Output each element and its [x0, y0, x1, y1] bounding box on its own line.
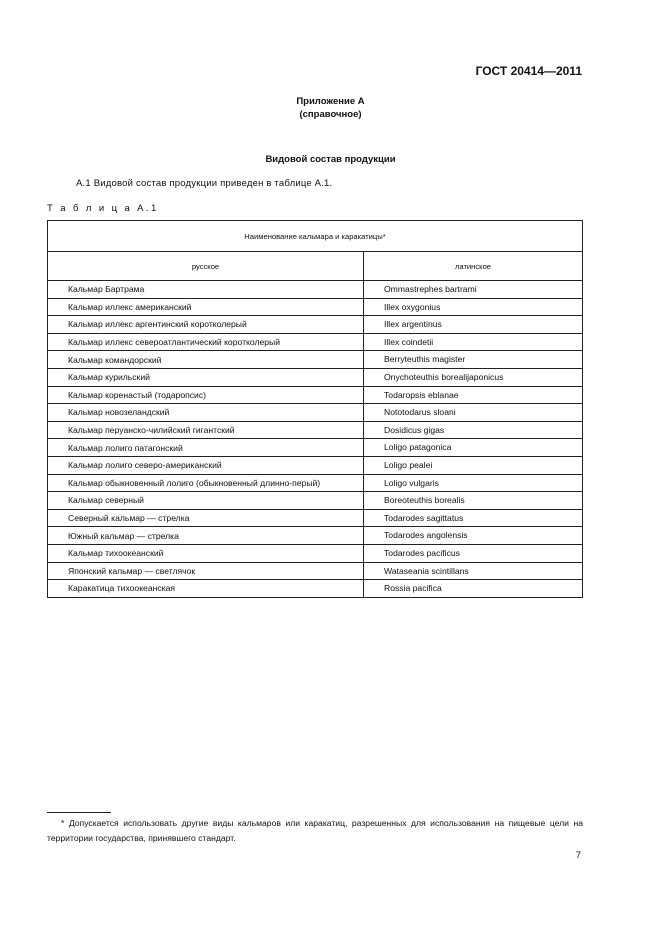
page-number: 7 — [575, 850, 581, 861]
cell-latin-name: Todarodes pacificus — [364, 544, 583, 562]
table-row — [48, 509, 583, 527]
table-row — [48, 580, 583, 598]
column-header-russian: русское — [48, 252, 364, 281]
cell-latin-name: Loligo patagonica — [364, 439, 583, 457]
table-row — [48, 527, 583, 545]
cell-russian-name: Кальмар лолиго северо-американский — [48, 456, 364, 474]
table-row — [48, 421, 583, 439]
cell-russian-name: Японский кальмар — светлячок — [48, 562, 364, 580]
table-row — [48, 316, 583, 334]
table-row — [48, 474, 583, 492]
table-row — [48, 456, 583, 474]
cell-latin-name: Illex argentinus — [364, 316, 583, 334]
table-row — [48, 351, 583, 369]
cell-latin-name: Todaropsis eblanae — [364, 386, 583, 404]
table-header: Наименование кальмара и каракатицы* — [48, 221, 583, 252]
species-table — [47, 220, 583, 598]
cell-russian-name: Северный кальмар — стрелка — [48, 509, 364, 527]
cell-russian-name: Кальмар лолиго патагонский — [48, 439, 364, 457]
cell-russian-name: Кальмар курильский — [48, 368, 364, 386]
table-row — [48, 544, 583, 562]
cell-latin-name: Loligo vulgaris — [364, 474, 583, 492]
table-row — [48, 439, 583, 457]
cell-latin-name: Onychoteuthis borealijaponicus — [364, 368, 583, 386]
appendix-title: Приложение А — [296, 96, 365, 107]
cell-latin-name: Wataseania scintillans — [364, 562, 583, 580]
cell-latin-name: Illex coindetii — [364, 333, 583, 351]
cell-latin-name: Dosidicus gigas — [364, 421, 583, 439]
cell-latin-name: Berryteuthis magister — [364, 351, 583, 369]
cell-russian-name: Кальмар северный — [48, 492, 364, 510]
cell-russian-name: Кальмар Бартрама — [48, 281, 364, 299]
cell-latin-name: Nototodarus sloani — [364, 404, 583, 422]
cell-russian-name: Южный кальмар — стрелка — [48, 527, 364, 545]
cell-latin-name: Ommastrephes bartrami — [364, 281, 583, 299]
cell-latin-name: Todarodes sagittatus — [364, 509, 583, 527]
cell-russian-name: Кальмар командорский — [48, 351, 364, 369]
cell-russian-name: Кальмар иллекс аргентинский коротколерый — [48, 316, 364, 334]
table-caption: Т а б л и ц а А.1 — [47, 203, 159, 214]
cell-latin-name: Illex oxygonius — [364, 298, 583, 316]
cell-russian-name: Кальмар иллекс американский — [48, 298, 364, 316]
intro-paragraph: А.1 Видовой состав продукции приведен в таблице А.1. — [76, 178, 333, 189]
table-body — [48, 281, 583, 598]
table-row — [48, 281, 583, 299]
table-row — [48, 386, 583, 404]
cell-latin-name: Rossia pacifica — [364, 580, 583, 598]
cell-russian-name: Каракатица тихоокеанская — [48, 580, 364, 598]
table-row — [48, 562, 583, 580]
table-row — [48, 333, 583, 351]
column-header-latin: латинское — [364, 252, 583, 281]
cell-latin-name: Boreoteuthis borealis — [364, 492, 583, 510]
cell-russian-name: Кальмар иллекс североатлантический коротколерый — [48, 333, 364, 351]
appendix-subtitle: (справочное) — [299, 109, 362, 120]
cell-latin-name: Todarodes angolensis — [364, 527, 583, 545]
table-row — [48, 368, 583, 386]
cell-russian-name: Кальмар обыкновенный лолиго (обыкновенный длинно-перый) — [48, 474, 364, 492]
section-title: Видовой состав продукции — [265, 154, 396, 165]
cell-latin-name: Loligo pealei — [364, 456, 583, 474]
table-row — [48, 404, 583, 422]
standard-number: ГОСТ 20414—2011 — [475, 64, 582, 78]
footnote: * Допускается использовать другие виды кальмаров или каракатиц, разрешенных для использования на пищевые цели на территории государства, принявшего стандарт. — [47, 818, 583, 843]
cell-russian-name: Кальмар коренастый (тодаропсис) — [48, 386, 364, 404]
table-row — [48, 492, 583, 510]
cell-russian-name: Кальмар перуанско-чилийский гигантский — [48, 421, 364, 439]
cell-russian-name: Кальмар тихоокеанский — [48, 544, 364, 562]
table-row — [48, 298, 583, 316]
appendix-heading — [0, 95, 661, 121]
footnote-rule — [47, 812, 111, 813]
cell-russian-name: Кальмар новозеландский — [48, 404, 364, 422]
